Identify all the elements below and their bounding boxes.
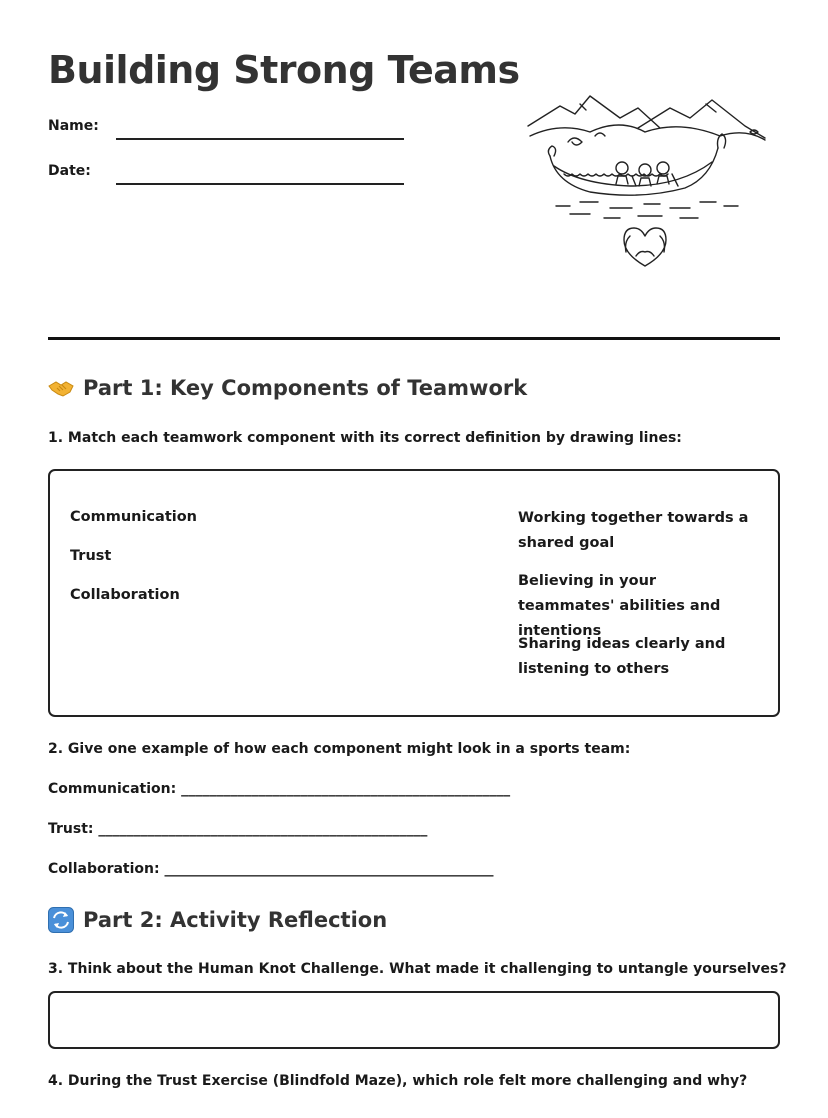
example-trust[interactable]: Trust: _______________________________________________ [48, 821, 428, 837]
part1-title: Part 1: Key Components of Teamwork [83, 376, 528, 400]
repeat-arrows-emoji [48, 907, 74, 933]
question-3: 3. Think about the Human Knot Challenge. What made it challenging to untangle yourselves? [48, 961, 787, 977]
definition-3: Sharing ideas clearly and listening to others [518, 636, 726, 677]
section-divider [48, 337, 780, 340]
example-communication[interactable]: Communication: _______________________________________________ [48, 781, 511, 797]
name-field[interactable] [116, 138, 404, 140]
handshake-emoji [48, 377, 74, 399]
example-collaboration[interactable]: Collaboration: _______________________________________________ [48, 861, 494, 877]
name-label: Name: [48, 118, 99, 134]
question-2: 2. Give one example of how each component might look in a sports team: [48, 741, 631, 757]
part1-heading [48, 376, 527, 400]
answer-box-3[interactable] [48, 991, 780, 1049]
matching-box [48, 469, 780, 717]
part2-title: Part 2: Activity Reflection [83, 908, 388, 932]
definition-1: Working together towards a shared goal [518, 510, 749, 551]
definition-2: Believing in your teammates' abilities and intentions [518, 573, 721, 639]
part2-heading [48, 907, 387, 933]
term-trust: Trust [70, 548, 112, 564]
term-communication: Communication [70, 509, 198, 525]
date-label: Date: [48, 163, 91, 179]
date-field[interactable] [116, 183, 404, 185]
page-title: Building Strong Teams [48, 48, 520, 92]
question-4: 4. During the Trust Exercise (Blindfold Maze), which role felt more challenging and why? [48, 1073, 748, 1089]
canoe-team-mountains-illustration [520, 88, 770, 278]
term-collaboration: Collaboration [70, 587, 180, 603]
question-1: 1. Match each teamwork component with its correct definition by drawing lines: [48, 430, 682, 446]
